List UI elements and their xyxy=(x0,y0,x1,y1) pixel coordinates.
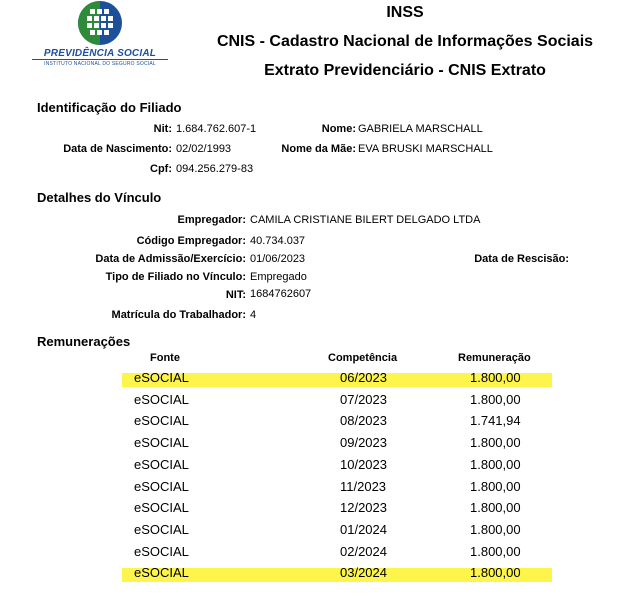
cell-competencia: 10/2023 xyxy=(340,456,387,472)
cell-fonte: eSOCIAL xyxy=(134,543,189,559)
cell-fonte: eSOCIAL xyxy=(134,391,189,407)
logo-name: PREVIDÊNCIA SOCIAL xyxy=(43,48,157,59)
section-remuneracoes-title: Remunerações xyxy=(37,334,131,349)
cell-remuneracao: 1.800,00 xyxy=(470,521,521,537)
empregador-label: Empregador: xyxy=(177,214,246,226)
nascimento-value: 02/02/1993 xyxy=(176,143,232,155)
cell-competencia: 07/2023 xyxy=(340,391,387,407)
nit-value: 1.684.762.607-1 xyxy=(176,123,257,135)
cell-fonte: eSOCIAL xyxy=(134,413,189,429)
codigo-empregador-value: 40.734.037 xyxy=(250,235,306,247)
cell-competencia: 08/2023 xyxy=(340,413,387,429)
nit-label: Nit: xyxy=(153,123,172,135)
cell-fonte: eSOCIAL xyxy=(134,456,189,472)
cell-fonte: eSOCIAL xyxy=(134,435,189,451)
vinculo-nit-value: 1684762607 xyxy=(250,288,312,300)
header-cnis: CNIS - Cadastro Nacional de Informações Sociais xyxy=(216,33,594,50)
mae-value: EVA BRUSKI MARSCHALL xyxy=(358,143,493,155)
cell-remuneracao: 1.800,00 xyxy=(470,370,521,385)
cell-fonte: eSOCIAL xyxy=(134,500,189,516)
table-row xyxy=(0,544,628,564)
cell-fonte: eSOCIAL xyxy=(134,565,189,581)
nome-value: GABRIELA MARSCHALL xyxy=(358,123,483,135)
table-row xyxy=(0,500,628,520)
table-row xyxy=(0,457,628,477)
logo-emblem-icon xyxy=(60,0,140,46)
cpf-value: 094.256.279-83 xyxy=(176,163,254,175)
tipo-filiado-value: Empregado xyxy=(250,271,307,283)
cell-remuneracao: 1.800,00 xyxy=(470,435,521,451)
table-row xyxy=(0,370,628,390)
cell-competencia: 03/2024 xyxy=(340,565,387,581)
table-row xyxy=(0,522,628,542)
mae-label: Nome da Mãe: xyxy=(281,143,356,155)
cell-competencia: 06/2023 xyxy=(340,370,387,385)
tipo-filiado-label: Tipo de Filiado no Vínculo: xyxy=(105,271,246,283)
cell-remuneracao: 1.800,00 xyxy=(470,500,521,516)
table-row xyxy=(0,413,628,433)
section-identificacao-title: Identificação do Filiado xyxy=(37,100,182,115)
column-header-fonte: Fonte xyxy=(150,352,180,364)
cell-remuneracao: 1.741,94 xyxy=(470,413,521,429)
nome-label: Nome: xyxy=(321,123,356,135)
admissao-value: 01/06/2023 xyxy=(250,253,306,265)
nascimento-label: Data de Nascimento: xyxy=(63,143,172,155)
column-header-competencia: Competência xyxy=(328,352,398,364)
table-row xyxy=(0,435,628,455)
cell-fonte: eSOCIAL xyxy=(134,370,189,385)
previdencia-social-logo xyxy=(30,0,170,72)
cpf-label: Cpf: xyxy=(150,163,172,175)
table-row xyxy=(0,479,628,499)
table-row xyxy=(0,565,628,585)
cell-competencia: 02/2024 xyxy=(340,543,387,559)
logo-divider xyxy=(32,59,168,60)
cell-remuneracao: 1.800,00 xyxy=(470,391,521,407)
logo-subtitle: INSTITUTO NACIONAL DO SEGURO SOCIAL xyxy=(44,61,156,67)
cell-competencia: 11/2023 xyxy=(340,478,387,494)
cell-competencia: 12/2023 xyxy=(340,500,387,516)
empregador-value: CAMILA CRISTIANE BILERT DELGADO LTDA xyxy=(250,214,481,226)
table-row xyxy=(0,392,628,412)
cell-remuneracao: 1.800,00 xyxy=(470,543,521,559)
column-header-remuneracao: Remuneração xyxy=(458,352,531,364)
matricula-label: Matrícula do Trabalhador: xyxy=(111,309,246,321)
cell-competencia: 09/2023 xyxy=(340,435,387,451)
matricula-value: 4 xyxy=(250,309,257,321)
rescisao-label: Data de Rescisão: xyxy=(474,253,569,265)
cell-competencia: 01/2024 xyxy=(340,521,387,537)
codigo-empregador-label: Código Empregador: xyxy=(136,235,246,247)
vinculo-nit-label: NIT: xyxy=(225,289,246,301)
admissao-label: Data de Admissão/Exercício: xyxy=(95,253,246,265)
section-vinculo-title: Detalhes do Vínculo xyxy=(37,190,162,205)
cell-fonte: eSOCIAL xyxy=(134,478,189,494)
cell-remuneracao: 1.800,00 xyxy=(470,565,521,581)
cell-remuneracao: 1.800,00 xyxy=(470,478,521,494)
header-extrato: Extrato Previdenciário - CNIS Extrato xyxy=(264,62,546,79)
cell-fonte: eSOCIAL xyxy=(134,521,189,537)
cell-remuneracao: 1.800,00 xyxy=(470,456,521,472)
header-inss: INSS xyxy=(386,4,424,21)
